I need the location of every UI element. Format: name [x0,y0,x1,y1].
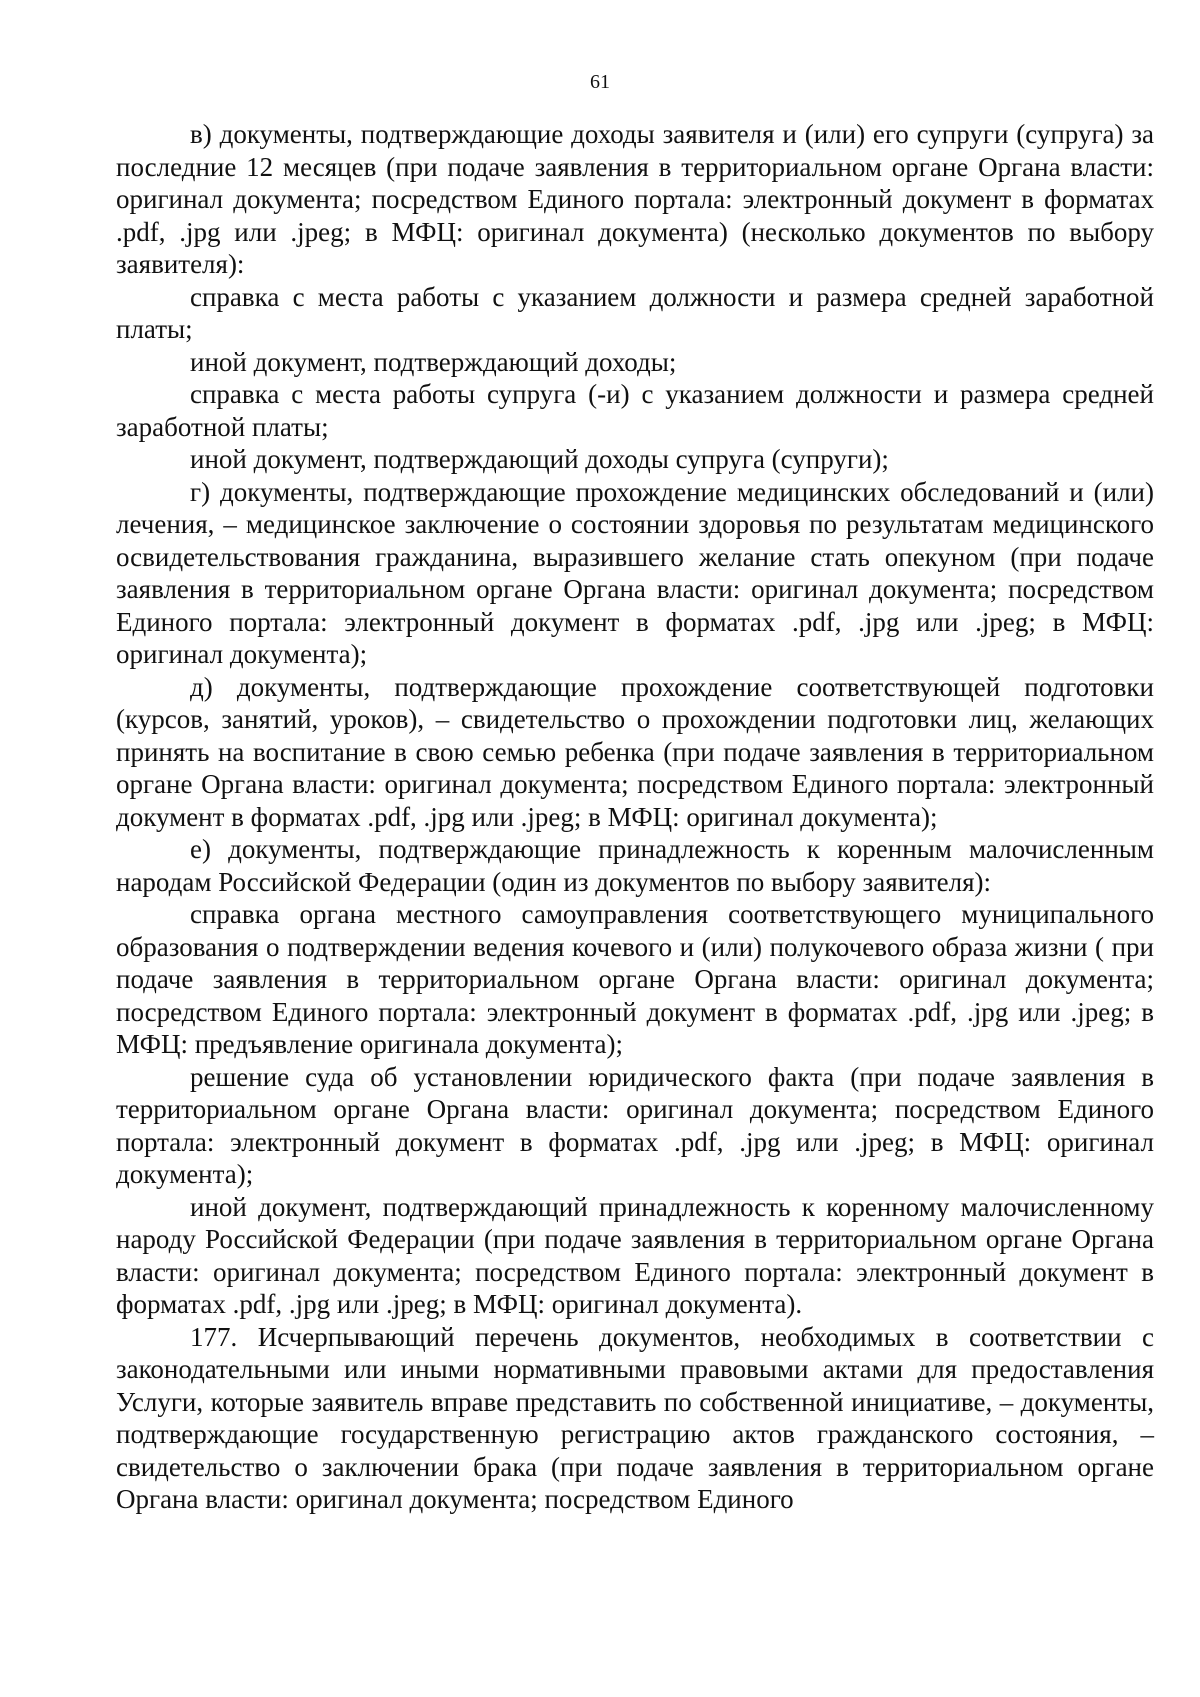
paragraph-d-training-documents: д) документы, подтверждающие прохождение соответствующей подготовки (курсов, занятий, уроков), – свидетельство о прохождении подготовки лиц, желающих принять на воспитание в свою семью ребенка (при подаче заявления в территориальном органе Органа власти: оригинал документа; посредством Единого портала: электронный документ в форматах .pdf, .jpg или .jpeg; в МФЦ: оригинал документа); [116,671,1154,832]
paragraph-local-government-certificate: справка органа местного самоуправления соответствующего муниципального образования о подтверждении ведения кочевого и (или) полукочевого образа жизни ( при подаче заявления в территориальном органе Органа власти: оригинал документа; посредством Единого портала: электронный документ в форматах .pdf, .jpg или .jpeg; в МФЦ: предъявление оригинала документа); [116,899,1154,1059]
paragraph-g-medical-documents: г) документы, подтверждающие прохождение медицинских обследований и (или) лечения, – медицинское заключение о состоянии здоровья по результатам медицинского освидетельствования гражданина, выразившего желание стать опекуном (при подаче заявления в территориальном органе Органа власти: оригинал документа; посредством Единого портала: электронный документ в форматах .pdf, .jpg или .jpeg; в МФЦ: оригинал документа); [116,476,1154,669]
document-body [116,118,1154,1516]
paragraph-other-income-document: иной документ, подтверждающий доходы; [190,346,677,377]
paragraph-work-certificate: справка с места работы с указанием должности и размера средней заработной платы; [116,281,1154,344]
paragraph-court-decision: решение суда об установлении юридического факта (при подаче заявления в территориальном органе Органа власти: оригинал документа; посредством Единого портала: электронный документ в форматах .pdf, .jpg или .jpeg; в МФЦ: оригинал документа); [116,1061,1154,1189]
paragraph-e-indigenous-documents: е) документы, подтверждающие принадлежность к коренным малочисленным народам Российской Федерации (один из документов по выбору заявителя): [116,834,1154,897]
paragraph-177-documents-list: 177. Исчерпывающий перечень документов, необходимых в соответствии с законодательными или иными нормативными правовыми актами для предоставления Услуги, которые заявитель вправе представить по собственной инициативе, – документы, подтверждающие государственную регистрацию актов гражданского состояния, – свидетельство о заключении брака (при подаче заявления в территориальном органе Органа власти: оригинал документа; посредством Единого [116,1321,1154,1514]
page-number: 61 [590,71,610,93]
paragraph-other-indigenous-document: иной документ, подтверждающий принадлежность к коренному малочисленному народу Российской Федерации (при подаче заявления в территориальном органе Органа власти: оригинал документа; посредством Единого портала: электронный документ в форматах .pdf, .jpg или .jpeg; в МФЦ: оригинал документа). [116,1191,1154,1319]
paragraph-spouse-work-certificate: справка с места работы супруга (-и) с указанием должности и размера средней заработной платы; [116,379,1154,442]
paragraph-spouse-other-income-document: иной документ, подтверждающий доходы супруга (супруги); [190,444,889,474]
paragraph-v-income-documents: в) документы, подтверждающие доходы заявителя и (или) его супруги (супруга) за последние 12 месяцев (при подаче заявления в территориальном органе Органа власти: оригинал документа; посредством Единого портала: электронный документ в форматах .pdf, .jpg или .jpeg; в МФЦ: оригинал документа) (несколько документов по выбору заявителя): [116,119,1154,279]
